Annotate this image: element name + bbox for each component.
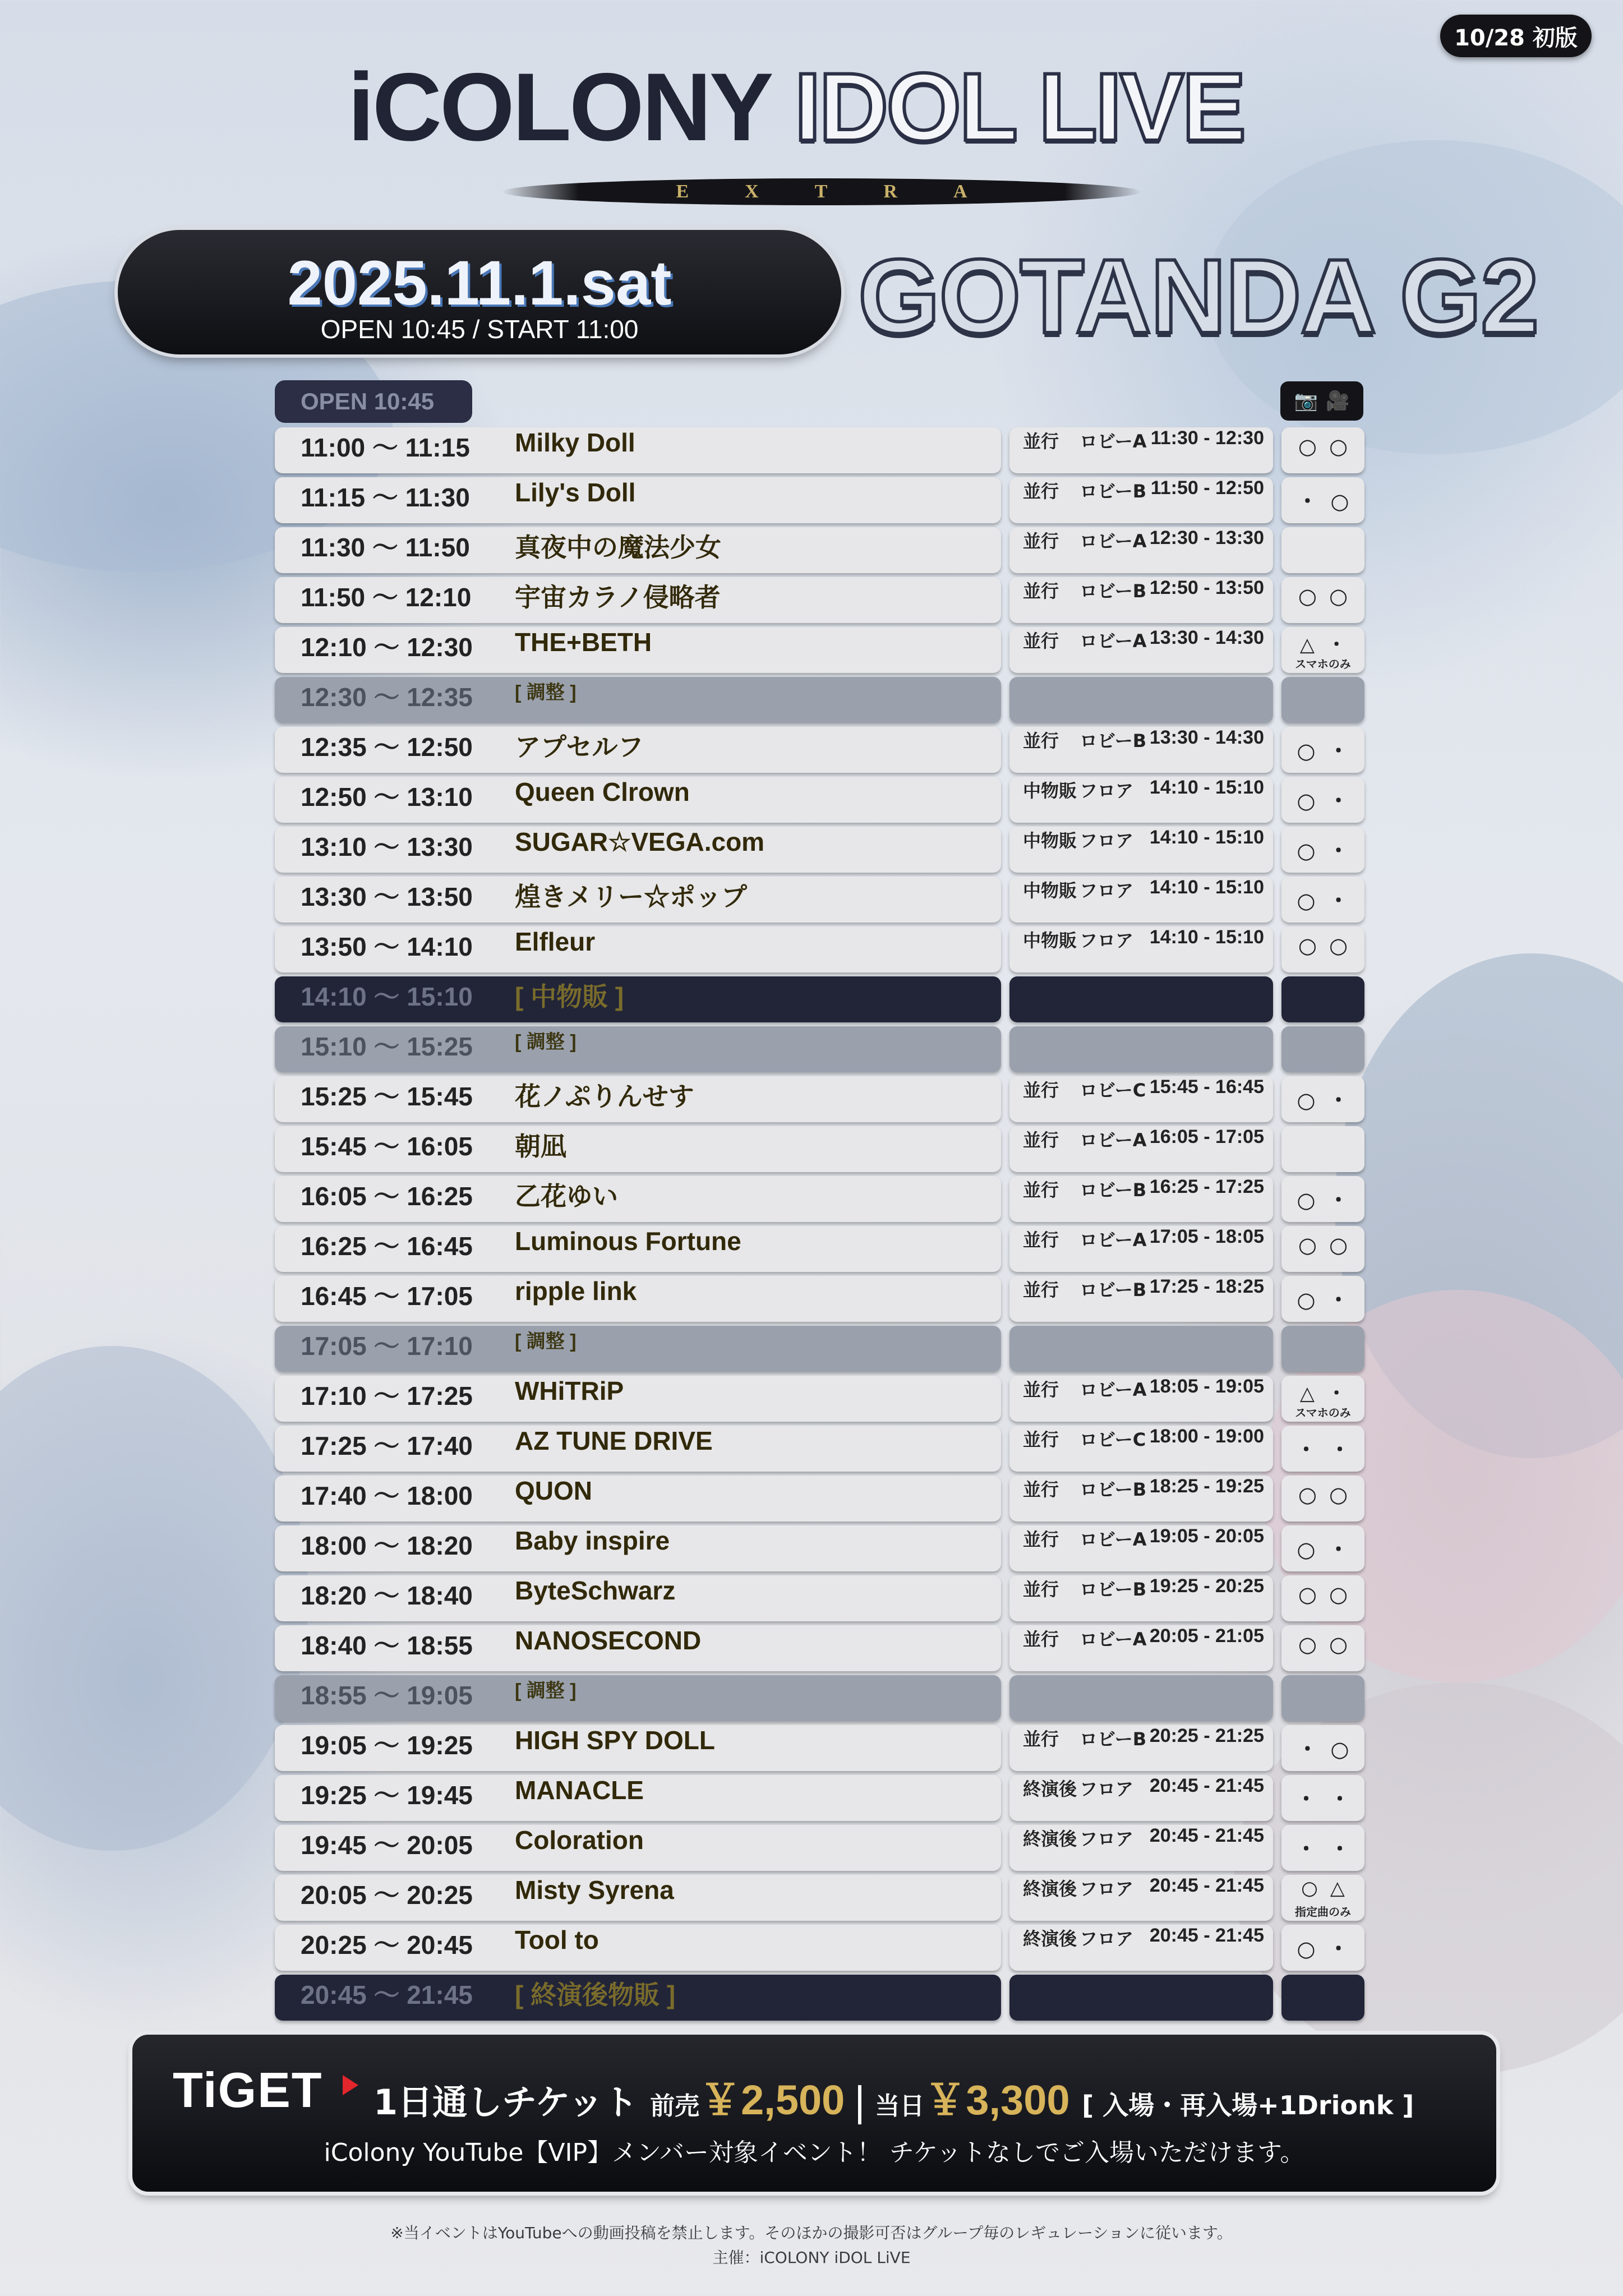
slot-cell <box>275 1875 1001 1921</box>
photo-rule-cell <box>1281 627 1364 673</box>
tokuten-type: 終演後 <box>1023 1778 1077 1800</box>
slot-cell <box>275 1026 1001 1072</box>
photo-permission: ○・ <box>1297 1288 1362 1312</box>
camera-icon: 📷 <box>1294 390 1318 412</box>
tokuten-cell <box>1009 827 1273 873</box>
photo-permission: ○○ <box>1298 1233 1361 1257</box>
door-price: ￥3,300 <box>924 2077 1070 2123</box>
photo-permission: ○・ <box>1297 789 1362 813</box>
slot-cell <box>275 877 1001 923</box>
tokuten-time: 18:00 - 19:00 <box>1149 1426 1264 1447</box>
photo-rule-cell <box>1281 877 1364 923</box>
tokuten-cell <box>1009 577 1273 623</box>
tokuten-type: 並行 <box>1023 1579 1059 1600</box>
tokuten-place: フロア <box>1080 1878 1134 1899</box>
tokuten-time: 13:30 - 14:30 <box>1149 727 1264 748</box>
photo-permission: ○○ <box>1298 584 1361 608</box>
bg-shape <box>0 1346 308 1851</box>
slot-label: [ 調整 ] <box>515 1031 577 1053</box>
tokuten-type: 並行 <box>1023 1429 1059 1450</box>
photo-rule-cell <box>1281 1226 1364 1272</box>
tokuten-time: 11:30 - 12:30 <box>1150 427 1264 449</box>
photo-rule-cell <box>1281 727 1364 773</box>
tokuten-cell <box>1009 727 1273 773</box>
tokuten-cell <box>1009 1426 1273 1472</box>
performer-name: Luminous Fortune <box>515 1227 741 1256</box>
slot-time: 18:20 〜 18:40 <box>301 1581 473 1610</box>
tokuten-cell <box>1009 1276 1273 1322</box>
slot-cell <box>275 976 1001 1022</box>
tokuten-cell <box>1009 1226 1273 1272</box>
tokuten-time: 18:05 - 19:05 <box>1149 1376 1264 1397</box>
slot-cell <box>275 527 1001 573</box>
tokuten-time: 12:30 - 13:30 <box>1149 527 1264 548</box>
photo-permission: ・・ <box>1295 1437 1363 1462</box>
photo-rule-cell <box>1281 1825 1364 1871</box>
performer-name: AZ TUNE DRIVE <box>515 1426 713 1455</box>
tokuten-place: フロア <box>1080 1828 1134 1850</box>
photo-permission: ○・ <box>1297 838 1362 863</box>
ticket-includes: [ 入場・再入場+1Drionk ] <box>1082 2090 1414 2120</box>
tokuten-cell <box>1009 1875 1273 1921</box>
slot-cell <box>275 1426 1001 1472</box>
photo-permission: ○△ <box>1301 1877 1357 1899</box>
tokuten-time: 16:05 - 17:05 <box>1149 1126 1264 1147</box>
tokuten-cell <box>1009 1026 1273 1072</box>
photo-permission: ○・ <box>1297 1188 1362 1212</box>
photo-rule-cell <box>1281 1675 1364 1721</box>
photo-permission: △・ <box>1299 634 1359 656</box>
tokuten-place: フロア <box>1080 1928 1134 1949</box>
photo-rule-cell <box>1281 827 1364 873</box>
tokuten-cell <box>1009 1326 1273 1372</box>
photo-permission: ○・ <box>1297 1537 1362 1562</box>
photo-rule-cell <box>1281 1975 1364 2021</box>
slot-time: 16:25 〜 16:45 <box>301 1232 473 1261</box>
ticket-brand-logo[interactable]: TiGET <box>173 2062 323 2118</box>
tokuten-cell <box>1009 527 1273 573</box>
photo-rule-cell <box>1281 976 1364 1022</box>
tokuten-time: 19:25 - 20:25 <box>1149 1575 1264 1597</box>
tokuten-place: ロビーA <box>1080 431 1147 452</box>
door-label: 当日 <box>875 2092 925 2120</box>
tokuten-type: 並行 <box>1023 1728 1059 1750</box>
tokuten-place: ロビーB <box>1080 1179 1147 1201</box>
tokuten-place: ロビーA <box>1080 1379 1147 1400</box>
tokuten-type: 並行 <box>1023 730 1059 751</box>
tokuten-place: ロビーA <box>1080 1129 1147 1151</box>
slot-time: 15:45 〜 16:05 <box>301 1132 473 1161</box>
photo-permission: ○○ <box>1298 1482 1361 1507</box>
slot-cell <box>275 777 1001 823</box>
tokuten-cell <box>1009 1625 1273 1671</box>
tokuten-type: 中物販 <box>1023 830 1077 851</box>
slot-time: 12:10 〜 12:30 <box>301 633 473 662</box>
slot-time: 13:50 〜 14:10 <box>301 932 473 961</box>
slot-cell <box>275 1076 1001 1122</box>
slot-time: 19:25 〜 19:45 <box>301 1781 473 1810</box>
performer-name: アプセルフ <box>515 732 644 762</box>
slot-cell <box>275 1575 1001 1621</box>
price-divider <box>858 2085 861 2124</box>
footer-organizer: 主催：iCOLONY iDOL LiVE <box>712 2248 911 2267</box>
slot-cell <box>275 1326 1001 1372</box>
tokuten-cell <box>1009 627 1273 673</box>
tokuten-type: 中物販 <box>1023 780 1077 801</box>
slot-time: 20:25 〜 20:45 <box>301 1930 473 1960</box>
tokuten-type: 中物販 <box>1023 930 1077 951</box>
photo-permission: ○○ <box>1298 933 1361 958</box>
tokuten-type: 並行 <box>1023 630 1059 652</box>
performer-name: 朝凪 <box>515 1132 566 1161</box>
performer-name: ripple link <box>515 1276 637 1306</box>
photo-permission: ○・ <box>1297 1937 1362 1961</box>
photo-permission: ・・ <box>1295 1837 1363 1861</box>
tokuten-place: ロビーB <box>1080 730 1147 751</box>
tokuten-place: フロア <box>1080 830 1134 851</box>
tokuten-time: 20:45 - 21:45 <box>1149 1825 1264 1846</box>
performer-name: SUGAR☆VEGA.com <box>515 827 765 856</box>
photo-rule-cell <box>1281 577 1364 623</box>
tokuten-cell <box>1009 1076 1273 1122</box>
tokuten-cell <box>1009 1925 1273 1971</box>
slot-cell <box>275 827 1001 873</box>
slot-time: 17:10 〜 17:25 <box>301 1381 473 1410</box>
tokuten-place: ロビーB <box>1080 1728 1147 1750</box>
tokuten-place: フロア <box>1080 930 1134 951</box>
slot-time: 18:55 〜 19:05 <box>301 1681 473 1710</box>
photo-permission: ○○ <box>1298 1632 1361 1657</box>
photo-rule-cell <box>1281 777 1364 823</box>
ticket-label: 1日通しチケット <box>374 2082 638 2123</box>
tokuten-type: 終演後 <box>1023 1828 1077 1850</box>
slot-cell <box>275 627 1001 673</box>
tokuten-time: 14:10 - 15:10 <box>1149 777 1264 798</box>
slot-cell <box>275 1126 1001 1172</box>
tokuten-cell <box>1009 1675 1273 1721</box>
performer-name: Baby inspire <box>515 1526 670 1555</box>
slot-cell <box>275 477 1001 523</box>
slot-cell <box>275 1176 1001 1222</box>
performer-name: Elfleur <box>515 927 596 956</box>
tokuten-type: 並行 <box>1023 431 1059 452</box>
tokuten-place: ロビーB <box>1080 1579 1147 1600</box>
tokuten-place: ロビーB <box>1080 580 1147 602</box>
performer-name: THE+BETH <box>515 628 652 657</box>
photo-rule-cell <box>1281 1725 1364 1771</box>
slot-cell <box>275 1226 1001 1272</box>
photo-rule-cell <box>1281 926 1364 972</box>
tokuten-type: 終演後 <box>1023 1928 1077 1949</box>
slot-time: 12:30 〜 12:35 <box>301 683 473 712</box>
tokuten-place: ロビーB <box>1080 481 1147 502</box>
slot-time: 13:30 〜 13:50 <box>301 882 473 911</box>
photo-rule-cell <box>1281 677 1364 723</box>
tokuten-time: 16:25 - 17:25 <box>1149 1176 1264 1197</box>
tokuten-place: フロア <box>1080 780 1134 801</box>
tokuten-time: 18:25 - 19:25 <box>1149 1476 1264 1497</box>
performer-name: MANACLE <box>515 1776 644 1805</box>
tokuten-cell <box>1009 877 1273 923</box>
tokuten-time: 17:05 - 18:05 <box>1149 1226 1264 1247</box>
tokuten-time: 20:45 - 21:45 <box>1149 1775 1264 1796</box>
tokuten-place: ロビーA <box>1080 1629 1147 1650</box>
slot-time: 11:50 〜 12:10 <box>301 583 472 612</box>
date-banner <box>118 230 841 354</box>
photo-rule-cell <box>1281 1775 1364 1821</box>
tokuten-time: 20:45 - 21:45 <box>1149 1925 1264 1946</box>
tokuten-type: 並行 <box>1023 1629 1059 1650</box>
slot-cell <box>275 1276 1001 1322</box>
performer-name: WHiTRiP <box>515 1376 624 1405</box>
photo-rule-cell <box>1281 1276 1364 1322</box>
slot-cell <box>275 926 1001 972</box>
tokuten-time: 14:10 - 15:10 <box>1149 926 1264 948</box>
photo-note: スマホのみ <box>1295 1406 1351 1419</box>
tokuten-time: 20:45 - 21:45 <box>1149 1875 1264 1896</box>
photo-rule-cell <box>1281 1176 1364 1222</box>
slot-label: [ 調整 ] <box>515 1331 577 1352</box>
tokuten-type: 中物販 <box>1023 880 1077 901</box>
presale-label: 前売 <box>650 2092 700 2120</box>
slot-time: 14:10 〜 15:10 <box>301 982 473 1011</box>
photo-rule-cell <box>1281 1376 1364 1422</box>
tokuten-time: 12:50 - 13:50 <box>1149 577 1264 598</box>
performer-name: Misty Syrena <box>515 1875 674 1905</box>
presale-price: ￥2,500 <box>699 2077 845 2123</box>
slot-time: 19:05 〜 19:25 <box>301 1731 473 1760</box>
logo-subtitle: EXTRA <box>502 178 1141 205</box>
slot-time: 12:35 〜 12:50 <box>301 732 473 762</box>
tokuten-time: 14:10 - 15:10 <box>1149 877 1264 898</box>
event-logo <box>348 53 1244 161</box>
photo-permission: ○・ <box>1297 888 1362 913</box>
slot-cell <box>275 1675 1001 1721</box>
slot-cell <box>275 427 1001 473</box>
tokuten-place: ロビーC <box>1080 1429 1146 1450</box>
performer-name: 煌きメリー☆ポップ <box>515 882 747 911</box>
tokuten-place: ロビーC <box>1080 1080 1146 1101</box>
slot-time: 11:15 〜 11:30 <box>301 483 470 512</box>
tokuten-cell <box>1009 1775 1273 1821</box>
tokuten-type: 並行 <box>1023 1279 1059 1301</box>
photo-rule-cell <box>1281 1476 1364 1522</box>
slot-cell <box>275 1825 1001 1871</box>
tokuten-cell <box>1009 1126 1273 1172</box>
photo-rules-header <box>1280 381 1363 421</box>
tokuten-time: 11:50 - 12:50 <box>1150 477 1264 499</box>
tokuten-cell <box>1009 926 1273 972</box>
tokuten-time: 15:45 - 16:45 <box>1149 1076 1264 1098</box>
photo-rule-cell <box>1281 1326 1364 1372</box>
slot-cell <box>275 1975 1001 2021</box>
slot-time: 13:10 〜 13:30 <box>301 832 473 861</box>
ticket-banner <box>132 2035 1496 2192</box>
tokuten-time: 14:10 - 15:10 <box>1149 827 1264 848</box>
tokuten-cell <box>1009 477 1273 523</box>
performer-name: 真夜中の魔法少女 <box>515 533 721 562</box>
slot-time: 17:25 〜 17:40 <box>301 1431 473 1460</box>
performer-name: Coloration <box>515 1825 644 1855</box>
slot-cell <box>275 1725 1001 1771</box>
photo-rule-cell <box>1281 1925 1364 1971</box>
slot-cell <box>275 677 1001 723</box>
photo-permission: ・○ <box>1297 1737 1362 1762</box>
tokuten-place: ロビーB <box>1080 1279 1147 1301</box>
event-times: OPEN 10:45 / START 11:00 <box>320 315 639 344</box>
slot-cell <box>275 1625 1001 1671</box>
slot-time: 17:40 〜 18:00 <box>301 1481 473 1510</box>
tokuten-cell <box>1009 1376 1273 1422</box>
logo-part-2: IDOL LIVE <box>794 53 1244 161</box>
performer-name: ByteSchwarz <box>515 1576 676 1605</box>
slot-cell <box>275 577 1001 623</box>
performer-name: QUON <box>515 1476 592 1505</box>
slot-cell <box>275 1376 1001 1422</box>
tokuten-time: 19:05 - 20:05 <box>1149 1525 1264 1547</box>
logo-part-1: iCOLONY <box>348 53 770 161</box>
tokuten-place: ロビーA <box>1080 1529 1147 1550</box>
photo-rule-cell <box>1281 1426 1364 1472</box>
tokuten-type: 並行 <box>1023 1529 1059 1550</box>
performer-name: 宇宙カラノ侵略者 <box>515 583 721 612</box>
tokuten-place: ロビーB <box>1080 1479 1147 1500</box>
video-camera-icon: 🎥 <box>1326 390 1350 412</box>
tokuten-cell <box>1009 427 1273 473</box>
slot-time: 16:45 〜 17:05 <box>301 1281 473 1311</box>
tokuten-place: ロビーA <box>1080 531 1147 552</box>
photo-rule-cell <box>1281 1525 1364 1571</box>
tokuten-type: 並行 <box>1023 1179 1059 1201</box>
tokuten-cell <box>1009 1525 1273 1571</box>
performer-name: Queen Clrown <box>515 777 690 806</box>
tokuten-place: ロビーA <box>1080 630 1147 652</box>
slot-cell <box>275 1525 1001 1571</box>
tokuten-cell <box>1009 1476 1273 1522</box>
slot-time: 11:30 〜 11:50 <box>301 533 470 562</box>
ticket-note: iColony YouTube【VIP】メンバー対象イベント！ チケットなしでご入場いただけます。 <box>324 2138 1305 2167</box>
photo-rule-cell <box>1281 1076 1364 1122</box>
performer-name: HIGH SPY DOLL <box>515 1726 715 1755</box>
slot-time: 19:45 〜 20:05 <box>301 1831 473 1860</box>
performer-name: Milky Doll <box>515 428 635 457</box>
slot-time: 18:00 〜 18:20 <box>301 1531 473 1560</box>
photo-rule-cell <box>1281 1026 1364 1072</box>
tokuten-cell <box>1009 677 1273 723</box>
performer-name: Lily's Doll <box>515 478 636 507</box>
photo-note: 指定曲のみ <box>1295 1905 1351 1919</box>
tokuten-type: 並行 <box>1023 1080 1059 1101</box>
photo-note: スマホのみ <box>1295 657 1351 671</box>
slot-time: 20:05 〜 20:25 <box>301 1880 473 1910</box>
photo-permission: ○○ <box>1298 434 1361 459</box>
slot-time: 15:25 〜 15:45 <box>301 1082 473 1111</box>
slot-time: 11:00 〜 11:15 <box>301 433 470 462</box>
photo-permission: ○・ <box>1297 1088 1362 1113</box>
performer-name: 花ノぷりんせす <box>515 1082 694 1111</box>
slot-label: [ 中物販 ] <box>515 982 624 1011</box>
slot-cell <box>275 727 1001 773</box>
tokuten-time: 13:30 - 14:30 <box>1149 627 1264 648</box>
tokuten-cell <box>1009 976 1273 1022</box>
tokuten-place: フロア <box>1080 1778 1134 1800</box>
tokuten-cell <box>1009 1176 1273 1222</box>
performer-name: Tool to <box>515 1925 599 1954</box>
slot-time: 16:05 〜 16:25 <box>301 1182 473 1211</box>
tokuten-type: 並行 <box>1023 1229 1059 1251</box>
photo-rule-cell <box>1281 427 1364 473</box>
performer-name: 乙花ゆい <box>515 1182 618 1211</box>
slot-cell <box>275 1476 1001 1522</box>
photo-permission: ○・ <box>1297 739 1362 763</box>
tokuten-type: 並行 <box>1023 531 1059 552</box>
photo-rule-cell <box>1281 477 1364 523</box>
tokuten-type: 並行 <box>1023 481 1059 502</box>
tokuten-type: 並行 <box>1023 580 1059 602</box>
tokuten-place: ロビーA <box>1080 1229 1147 1251</box>
tokuten-cell <box>1009 1825 1273 1871</box>
slot-time: 12:50 〜 13:10 <box>301 782 473 812</box>
tokuten-cell <box>1009 1975 1273 2021</box>
event-date: 2025.11.1.sat <box>287 248 672 318</box>
footer-notice: ※当イベントはYouTubeへの動画投稿を禁止します。そのほかの撮影可否はグループ毎のレギュレーションに従います。 <box>390 2224 1233 2242</box>
tokuten-type: 並行 <box>1023 1379 1059 1400</box>
tokuten-cell <box>1009 777 1273 823</box>
edition-badge: 10/28 初版 <box>1440 15 1592 57</box>
tokuten-cell <box>1009 1725 1273 1771</box>
tokuten-cell <box>1009 1575 1273 1621</box>
slot-label: [ 調整 ] <box>515 1680 577 1702</box>
photo-permission: △・ <box>1299 1382 1359 1405</box>
tokuten-time: 20:25 - 21:25 <box>1149 1725 1264 1746</box>
tokuten-type: 並行 <box>1023 1129 1059 1151</box>
venue-name: GOTANDA G2 <box>858 237 1538 355</box>
photo-rule-cell <box>1281 1575 1364 1621</box>
slot-time: 15:10 〜 15:25 <box>301 1032 473 1061</box>
photo-rule-cell <box>1281 1126 1364 1172</box>
slot-cell <box>275 1775 1001 1821</box>
slot-label: [ 調整 ] <box>515 682 577 703</box>
photo-rule-cell <box>1281 1625 1364 1671</box>
tokuten-type: 終演後 <box>1023 1878 1077 1899</box>
tokuten-time: 17:25 - 18:25 <box>1149 1276 1264 1297</box>
open-time-tag: OPEN 10:45 <box>275 380 472 423</box>
photo-permission: ○○ <box>1298 1582 1361 1607</box>
slot-time: 20:45 〜 21:45 <box>301 1980 473 2009</box>
tokuten-type: 並行 <box>1023 1479 1059 1500</box>
tokuten-place: フロア <box>1080 880 1134 901</box>
slot-time: 18:40 〜 18:55 <box>301 1631 473 1660</box>
slot-time: 17:05 〜 17:10 <box>301 1331 473 1361</box>
performer-name: NANOSECOND <box>515 1626 702 1655</box>
tokuten-time: 20:05 - 21:05 <box>1149 1625 1264 1647</box>
ticket-price-line <box>374 2067 1414 2127</box>
photo-permission: ・・ <box>1295 1787 1363 1811</box>
photo-rule-cell <box>1281 1875 1364 1921</box>
photo-rule-cell <box>1281 527 1364 573</box>
photo-permission: ・○ <box>1297 489 1362 514</box>
slot-label: [ 終演後物販 ] <box>515 1980 676 2009</box>
slot-cell <box>275 1925 1001 1971</box>
play-arrow-icon <box>343 2075 358 2095</box>
